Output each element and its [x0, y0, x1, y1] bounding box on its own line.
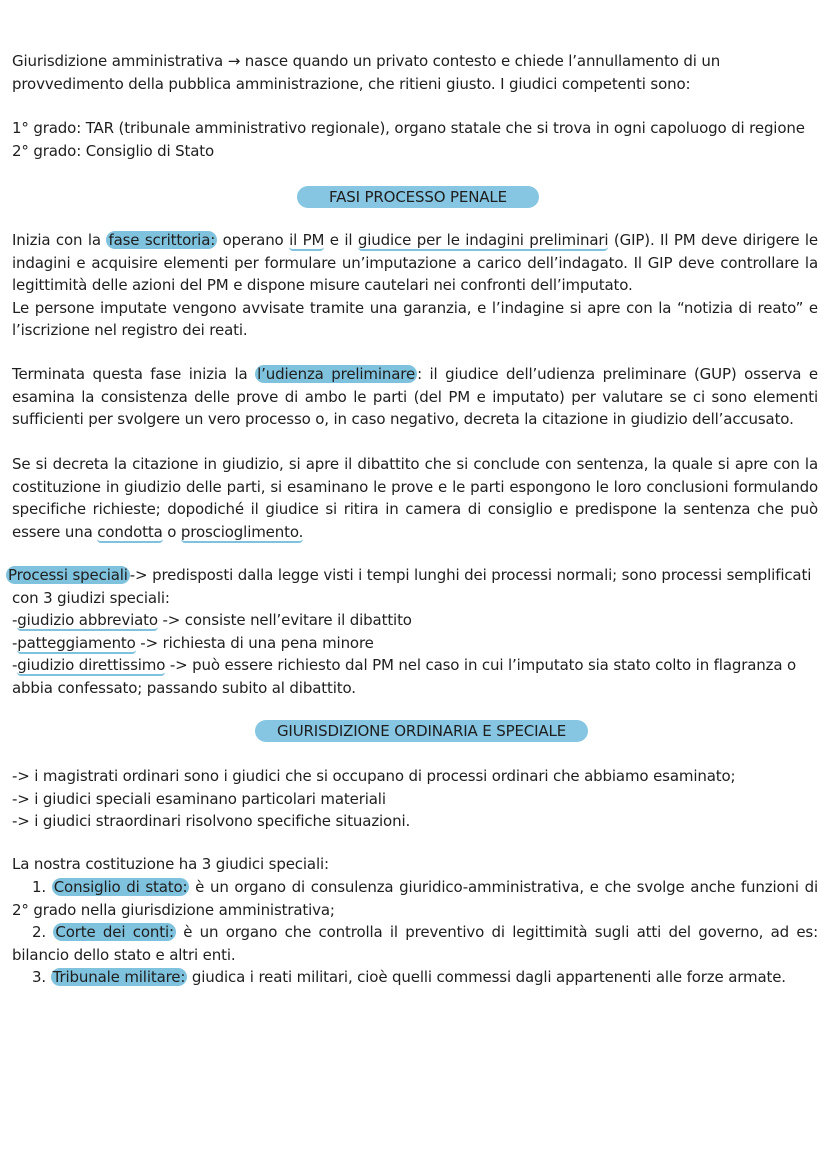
arrow-list — [12, 765, 818, 833]
dash: - — [12, 633, 18, 652]
underline-proscioglimento: proscioglimento. — [180, 522, 304, 541]
intro-line-2: provvedimento della pubblica amministrazione, che ritieni giusto. I giudici competenti sono: — [12, 74, 691, 93]
heading-fasi-processo-penale: FASI PROCESSO PENALE — [297, 186, 539, 208]
paragraph-fase-scrittoria — [12, 229, 818, 342]
underline-patteggiamento: patteggiamento — [17, 633, 136, 652]
arrow-item: -> i giudici straordinari risolvono specifiche situazioni. — [12, 812, 411, 830]
paragraph-udienza-preliminare — [12, 363, 818, 431]
text-run: è un organo di consulenza giuridico-amministrativa, e che svolge anche funzioni di 2° grado nella giurisdizione amministrativa; — [12, 878, 818, 919]
list-item — [12, 656, 796, 697]
text-run: -> predisposti dalla legge visti i tempi lunghi dei processi normali; sono processi semplificati con 3 giudizi speciali: — [12, 566, 812, 607]
list-number: 3. — [32, 968, 47, 986]
list-number: 2. — [32, 923, 47, 941]
paragraph-processi-speciali — [8, 564, 818, 699]
arrow-item: -> i giudici speciali esaminano particolari materiali — [12, 789, 386, 808]
text-run: Terminata questa fase inizia la — [12, 365, 256, 383]
underline-il-pm: il PM — [289, 231, 325, 249]
dash: - — [12, 611, 18, 629]
giudici-speciali-intro: La nostra costituzione ha 3 giudici speciali: — [12, 855, 329, 873]
text-run: (GIP). Il PM deve dirigere le indagini e acquisire elementi per formulare un’imputazione a carico dell’indagato. Il GIP deve controllare la legittimità delle azioni del PM e dispone misure cautelari nei confronti dell’imputato. — [12, 231, 819, 294]
text-run: -> consiste nell’evitare il dibattito — [157, 611, 412, 629]
list-number: 1. — [32, 878, 47, 896]
grade-1-line: 1° grado: TAR (tribunale amministrativo regionale), organo statale che si trova in ogni capoluogo di regione — [12, 119, 805, 137]
highlight-processi-speciali: Processi speciali — [8, 566, 128, 584]
underline-giudizio-abbreviato: giudizio abbreviato — [17, 611, 158, 629]
text-run: giudica i reati militari, cioè quelli commessi dagli appartenenti alle forze armate. — [187, 968, 786, 986]
dash: - — [12, 656, 18, 674]
highlight-consiglio-di-stato: Consiglio di stato: — [53, 878, 188, 896]
text-run: o — [162, 522, 181, 541]
list-item — [12, 611, 412, 631]
underline-condotta: condotta — [97, 522, 163, 541]
paragraph-dibattito — [12, 453, 818, 543]
list-item — [12, 634, 374, 654]
text-run: e il — [324, 231, 358, 249]
grade-2-line: 2° grado: Consiglio di Stato — [12, 141, 215, 160]
underline-giudice-indagini: giudice per le indagini preliminari — [357, 231, 609, 249]
text-run: operano — [217, 231, 290, 249]
intro-paragraph — [12, 50, 818, 95]
highlight-udienza-preliminare: l’udienza preliminare — [257, 365, 416, 383]
highlight-corte-dei-conti: Corte dei conti: — [55, 923, 174, 941]
text-run: -> può essere richiesto dal PM nel caso in cui l’imputato sia stato colto in flagranza o abbia confessato; passando subito al dibattito. — [12, 656, 797, 697]
heading-giurisdizione-ordinaria: GIURISDIZIONE ORDINARIA E SPECIALE — [255, 720, 588, 742]
numbered-list — [12, 876, 818, 989]
text-run: Le persone imputate vengono avvisate tramite una garanzia, e l’indagine si apre con la “notizia di reato” e l’iscrizione nel registro dei reati. — [12, 298, 818, 339]
text-run: è un organo che controlla il preventivo di legittimità sugli atti del governo, ad es: bilancio dello stato e altri enti. — [12, 923, 819, 964]
underline-giudizio-direttissimo: giudizio direttissimo — [17, 656, 166, 674]
highlight-fase-scrittoria: fase scrittoria: — [108, 231, 216, 249]
grades-paragraph — [12, 117, 818, 162]
text-run: Inizia con la — [12, 231, 107, 249]
highlight-tribunale-militare: Tribunale militare: — [52, 968, 186, 986]
text-run: Se si decreta la citazione in giudizio, si apre il dibattito che si conclude con sentenza, la quale si apre con la costituzione in giudizio delle parti, si esaminano le prove e le parti espongono le loro conclusioni formulando specifiche richieste; dopodiché il giudice si ritira in camera di consiglio e predispone la sentenza che può essere una — [12, 455, 818, 541]
text-run: -> richiesta di una pena minore — [135, 633, 374, 652]
arrow-item: -> i magistrati ordinari sono i giudici che si occupano di processi ordinari che abbiamo esaminato; — [12, 767, 736, 785]
intro-line-1: Giurisdizione amministrativa → nasce quando un privato contesto e chiede l’annullamento di un — [12, 52, 721, 70]
text-run: : il giudice dell’udienza preliminare (GUP) osserva e esamina la consistenza delle prove di ambo le parti (del PM e imputato) per valutare se ci sono elementi sufficienti per svolgere un vero processo o, in caso negativo, decreta la citazione in giudizio dell’accusato. — [12, 365, 818, 428]
